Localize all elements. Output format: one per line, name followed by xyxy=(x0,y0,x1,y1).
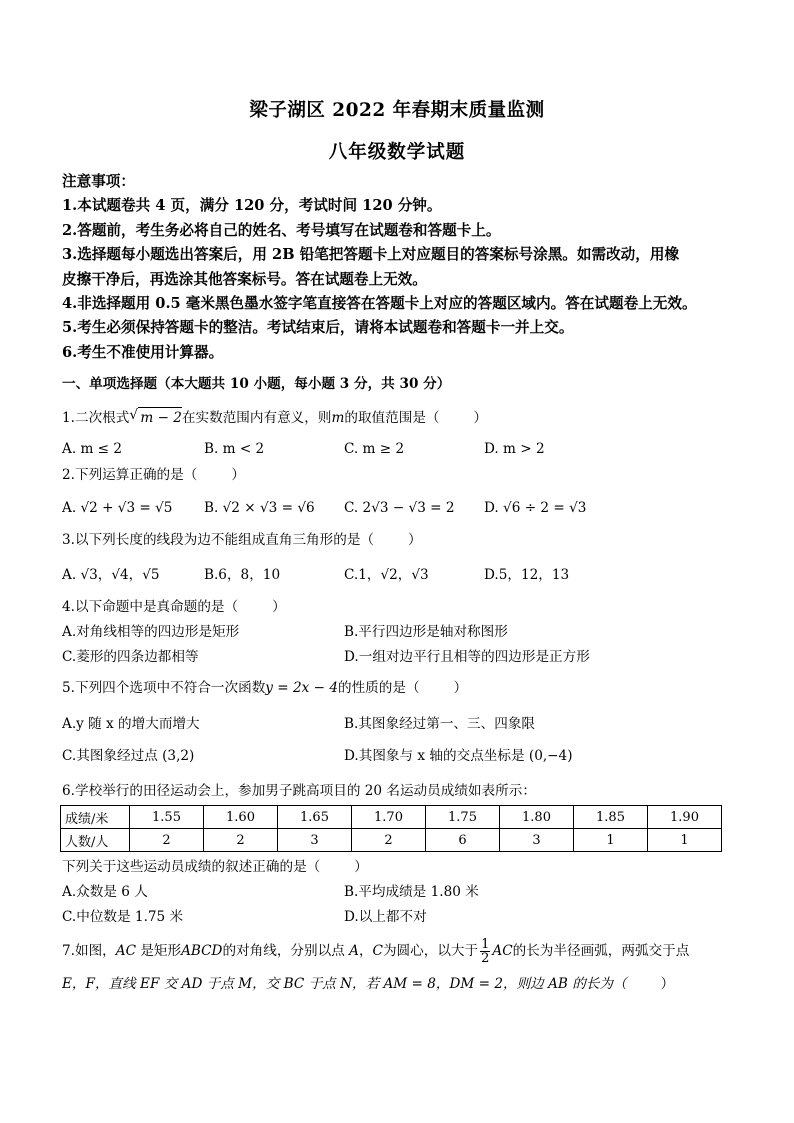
q7-mid2: 的对角线，分别以点 xyxy=(222,943,345,959)
table-cell: 1 xyxy=(648,829,722,852)
q7-end: 的长为半径画弧，两弧交于点 xyxy=(512,943,690,959)
table-cell: 1 xyxy=(574,829,648,852)
q5-stem-pre: 5.下列四个选项中不符合一次函数 xyxy=(62,680,266,696)
q2-close: ） xyxy=(231,467,245,483)
q3-option-d: D.5，12，13 xyxy=(484,567,570,583)
question-5-stem xyxy=(62,678,467,698)
note-item: 皮擦干净后，再选涂其他答案标号。答在试题卷上无效。 xyxy=(62,270,427,288)
note-item: 2.答题前，考生务必将自己的姓名、考号填写在试题卷和答题卡上。 xyxy=(62,221,501,239)
q4-option-d: D.一组对边平行且相等的四边形是正方形 xyxy=(344,649,590,665)
q2-option-a: A. √2 + √3 = √5 xyxy=(62,500,173,516)
table-cell: 1.65 xyxy=(278,806,352,829)
q7-line2: E，F，直线 EF 交 AD 于点 M，交 BC 于点 N，若 AM = 8，DM = 2，则边 AB 的长为（ xyxy=(62,976,627,992)
question-2-stem xyxy=(62,465,245,485)
q3-close: ） xyxy=(408,532,422,548)
table-cell: 1.85 xyxy=(574,806,648,829)
question-4-stem xyxy=(62,597,286,617)
q7-c: C xyxy=(372,943,383,959)
q2-option-b: B. √2 × √3 = √6 xyxy=(204,500,315,516)
q3-option-c: C.1，√2，√3 xyxy=(344,567,429,583)
q6-option-a: A.众数是 6 人 xyxy=(62,884,148,900)
q7-ac: AC xyxy=(115,943,136,959)
q5-close: ） xyxy=(453,680,468,696)
note-item: 5.考生必须保持答题卡的整洁。考试结束后，请将本试题卷和答题卡一并上交。 xyxy=(62,319,574,337)
notes-block xyxy=(62,170,742,365)
q1-stem-end: 的取值范围是（ xyxy=(344,410,440,426)
q3-stem: 3.以下列长度的线段为边不能组成直角三角形的是（ xyxy=(62,532,375,548)
note-item: 3.选择题每小题选出答案后，用 2B 铅笔把答题卡上对应题目的答案标号涂黑。如需改动，用橡 xyxy=(62,246,680,264)
q7-mid: 是矩形 xyxy=(140,943,182,959)
table-cell: 1.75 xyxy=(426,806,500,829)
table-row xyxy=(61,829,722,852)
q6-option-d: D.以上都不对 xyxy=(344,909,427,925)
q1-option-c: C. m ≥ 2 xyxy=(344,441,405,457)
q6-stem2: 下列关于这些运动员成绩的叙述正确的是（ xyxy=(62,859,321,875)
section-heading: 一、单项选择题（本大题共 10 小题，每小题 3 分，共 30 分） xyxy=(62,376,451,392)
q1-option-a: A. m ≤ 2 xyxy=(62,441,123,457)
table-cell: 1.60 xyxy=(204,806,278,829)
q2-stem: 2.下列运算正确的是（ xyxy=(62,467,198,483)
q7-fraction xyxy=(480,938,490,965)
q3-option-b: B.6，8，10 xyxy=(204,567,281,583)
q1-option-b: B. m < 2 xyxy=(204,441,265,457)
q4-stem: 4.以下命题中是真命题的是（ xyxy=(62,599,239,615)
q1-close: ） xyxy=(473,410,488,426)
q1-radical: √ m − 2 xyxy=(138,407,182,428)
q1-stem-post: 在实数范围内有意义，则 xyxy=(181,410,332,426)
q6-close: ） xyxy=(354,859,368,875)
q4-option-c: C.菱形的四条边都相等 xyxy=(62,649,199,665)
q4-close: ） xyxy=(272,599,286,615)
q7-a: A xyxy=(349,943,359,959)
q5-option-c: C.其图象经过点 (3,2) xyxy=(62,748,195,764)
question-7-line-1: 7.如图，AC 是矩形ABCD的对角线，分别以点 A，C为圆心，以大于 $\frac{1}{2}$ AC的长为半径画弧，两弧交于点 xyxy=(62,937,690,966)
q5-stem-post: 的性质的是（ xyxy=(338,680,420,696)
table-cell: 2 xyxy=(352,829,426,852)
q4-option-b: B.平行四边形是轴对称图形 xyxy=(344,624,508,640)
question-7-line-2 xyxy=(62,974,674,994)
q5-option-d: D.其图象与 x 轴的交点坐标是 (0,−4) xyxy=(344,748,573,764)
q6-option-c: C.中位数是 1.75 米 xyxy=(62,909,184,925)
note-item: 4.非选择题用 0.5 毫米黑色墨水签字笔直接答在答题卡上对应的答题区域内。答在试题卷上无效。 xyxy=(62,295,697,313)
table-row xyxy=(61,806,722,829)
q1-option-d: D. m > 2 xyxy=(484,441,545,457)
note-item: 1.本试题卷共 4 页，满分 120 分，考试时间 120 分钟。 xyxy=(62,197,442,215)
exam-title: 梁子湖区 2022 年春期末质量监测 xyxy=(249,100,545,121)
q1-var: m xyxy=(331,410,345,426)
q1-stem-pre: 1.二次根式 xyxy=(62,410,130,426)
q7-ac-2: AC xyxy=(492,943,513,959)
scores-table xyxy=(60,805,722,852)
table-row-label: 成绩/米 xyxy=(61,806,130,829)
q5-option-a: A.y 随 x 的增大而增大 xyxy=(62,716,200,732)
table-cell: 1.70 xyxy=(352,806,426,829)
table-cell: 3 xyxy=(500,829,574,852)
q5-formula: y = 2x − 4 xyxy=(265,680,338,696)
q7-frac-num: 1 xyxy=(481,937,490,952)
question-6-stem-2 xyxy=(62,857,368,877)
q3-option-a: A. √3，√4，√5 xyxy=(62,567,160,583)
table-cell: 1.90 xyxy=(648,806,722,829)
notes-heading: 注意事项： xyxy=(62,173,135,190)
q7-close: ） xyxy=(660,976,675,992)
question-6-stem: 6.学校举行的田径运动会上，参加男子跳高项目的 20 名运动员成绩如表所示： xyxy=(62,783,536,799)
table-cell: 2 xyxy=(204,829,278,852)
q7-mid3: 为圆心，以大于 xyxy=(382,943,479,959)
exam-subtitle: 八年级数学试题 xyxy=(328,142,466,163)
q2-option-d: D. √6 ÷ 2 = √3 xyxy=(484,500,587,516)
table-row-label: 人数/人 xyxy=(61,829,130,852)
q7-abcd: ABCD xyxy=(181,943,223,959)
q7-frac-den: 2 xyxy=(481,951,490,966)
table-cell: 3 xyxy=(278,829,352,852)
table-cell: 6 xyxy=(426,829,500,852)
question-3-stem xyxy=(62,530,422,550)
q4-option-a: A.对角线相等的四边形是矩形 xyxy=(62,624,240,640)
table-cell: 1.55 xyxy=(130,806,204,829)
note-item: 6.考生不准使用计算器。 xyxy=(62,343,224,361)
q6-option-b: B.平均成绩是 1.80 米 xyxy=(344,884,479,900)
q5-option-b: B.其图象经过第一、三、四象限 xyxy=(344,716,536,732)
q2-option-c: C. 2√3 − √3 = 2 xyxy=(344,500,455,516)
table-cell: 1.80 xyxy=(500,806,574,829)
table-cell: 2 xyxy=(130,829,204,852)
q7-pre: 7.如图， xyxy=(62,943,116,959)
question-1-stem xyxy=(62,407,487,428)
